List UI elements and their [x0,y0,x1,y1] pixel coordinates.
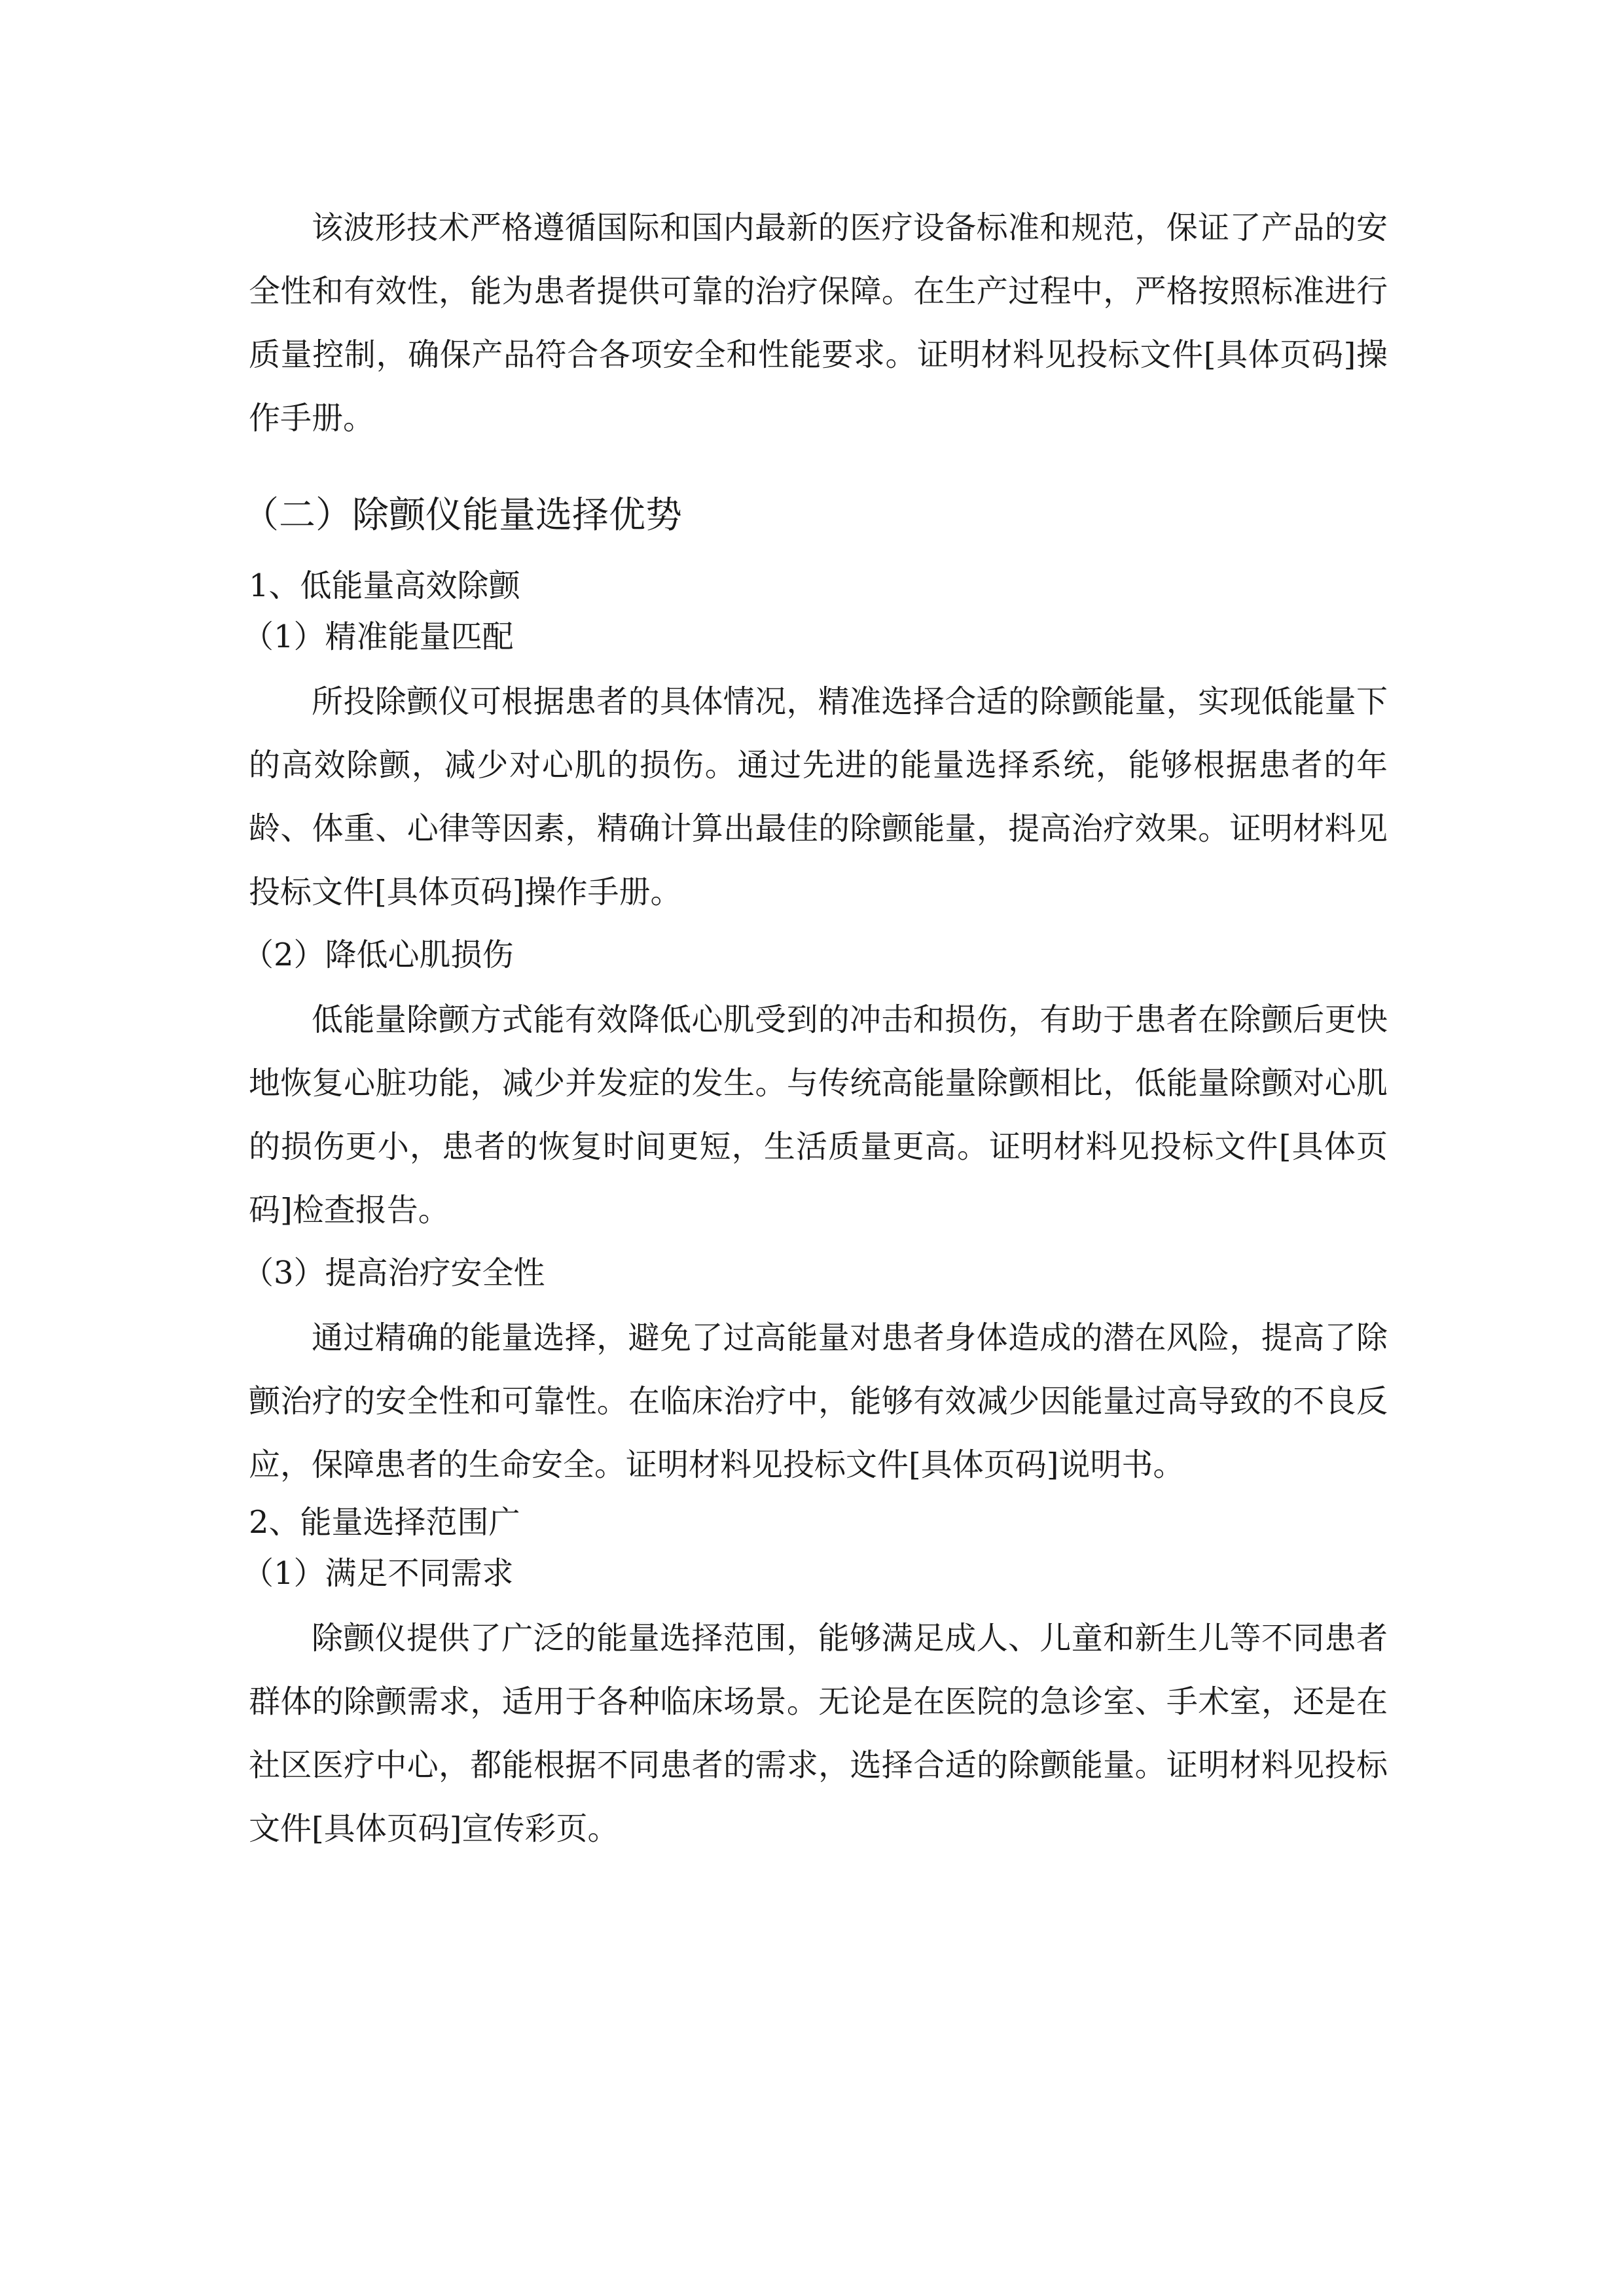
heading-wide-range: 2、能量选择范围广 [249,1504,520,1541]
paragraph-different-needs: 除颤仪提供了广泛的能量选择范围，能够满足成人、儿童和新生儿等不同患者群体的除颤需求，适用于各种临床场景。无论是在医院的急诊室、手术室，还是在社区医疗中心，都能根据不同患者的需求，选择合适的除颤能量。证明材料见投标文件[具体页码]宣传彩页。 [249,1620,1388,1847]
section-title-energy-selection: （二）除颤仪能量选择优势 [242,494,682,537]
document-page [242,196,1388,1861]
subheading-safety: （3）提高治疗安全性 [242,1255,545,1291]
subheading-reduce-injury: （2）降低心肌损伤 [242,937,514,973]
paragraph-precise-matching: 所投除颤仪可根据患者的具体情况，精准选择合适的除颤能量，实现低能量下的高效除颤，减少对心肌的损伤。通过先进的能量选择系统，能够根据患者的年龄、体重、心律等因素，精确计算出最佳的除颤能量，提高治疗效果。证明材料见投标文件[具体页码]操作手册。 [249,683,1388,910]
paragraph-waveform-standards: 该波形技术严格遵循国际和国内最新的医疗设备标准和规范，保证了产品的安全性和有效性，能为患者提供可靠的治疗保障。在生产过程中，严格按照标准进行质量控制，确保产品符合各项安全和性能要求。证明材料见投标文件[具体页码]操作手册。 [249,209,1388,437]
subheading-precise-matching: （1）精准能量匹配 [242,619,514,655]
heading-low-energy: 1、低能量高效除颤 [249,567,520,604]
paragraph-safety: 通过精确的能量选择，避免了过高能量对患者身体造成的潜在风险，提高了除颤治疗的安全性和可靠性。在临床治疗中，能够有效减少因能量过高导致的不良反应，保障患者的生命安全。证明材料见投标文件[具体页码]说明书。 [249,1319,1388,1483]
paragraph-reduce-injury: 低能量除颤方式能有效降低心肌受到的冲击和损伤，有助于患者在除颤后更快地恢复心脏功能，减少并发症的发生。与传统高能量除颤相比，低能量除颤对心肌的损伤更小，患者的恢复时间更短，生活质量更高。证明材料见投标文件[具体页码]检查报告。 [249,1001,1388,1229]
subheading-different-needs: （1）满足不同需求 [242,1555,514,1592]
